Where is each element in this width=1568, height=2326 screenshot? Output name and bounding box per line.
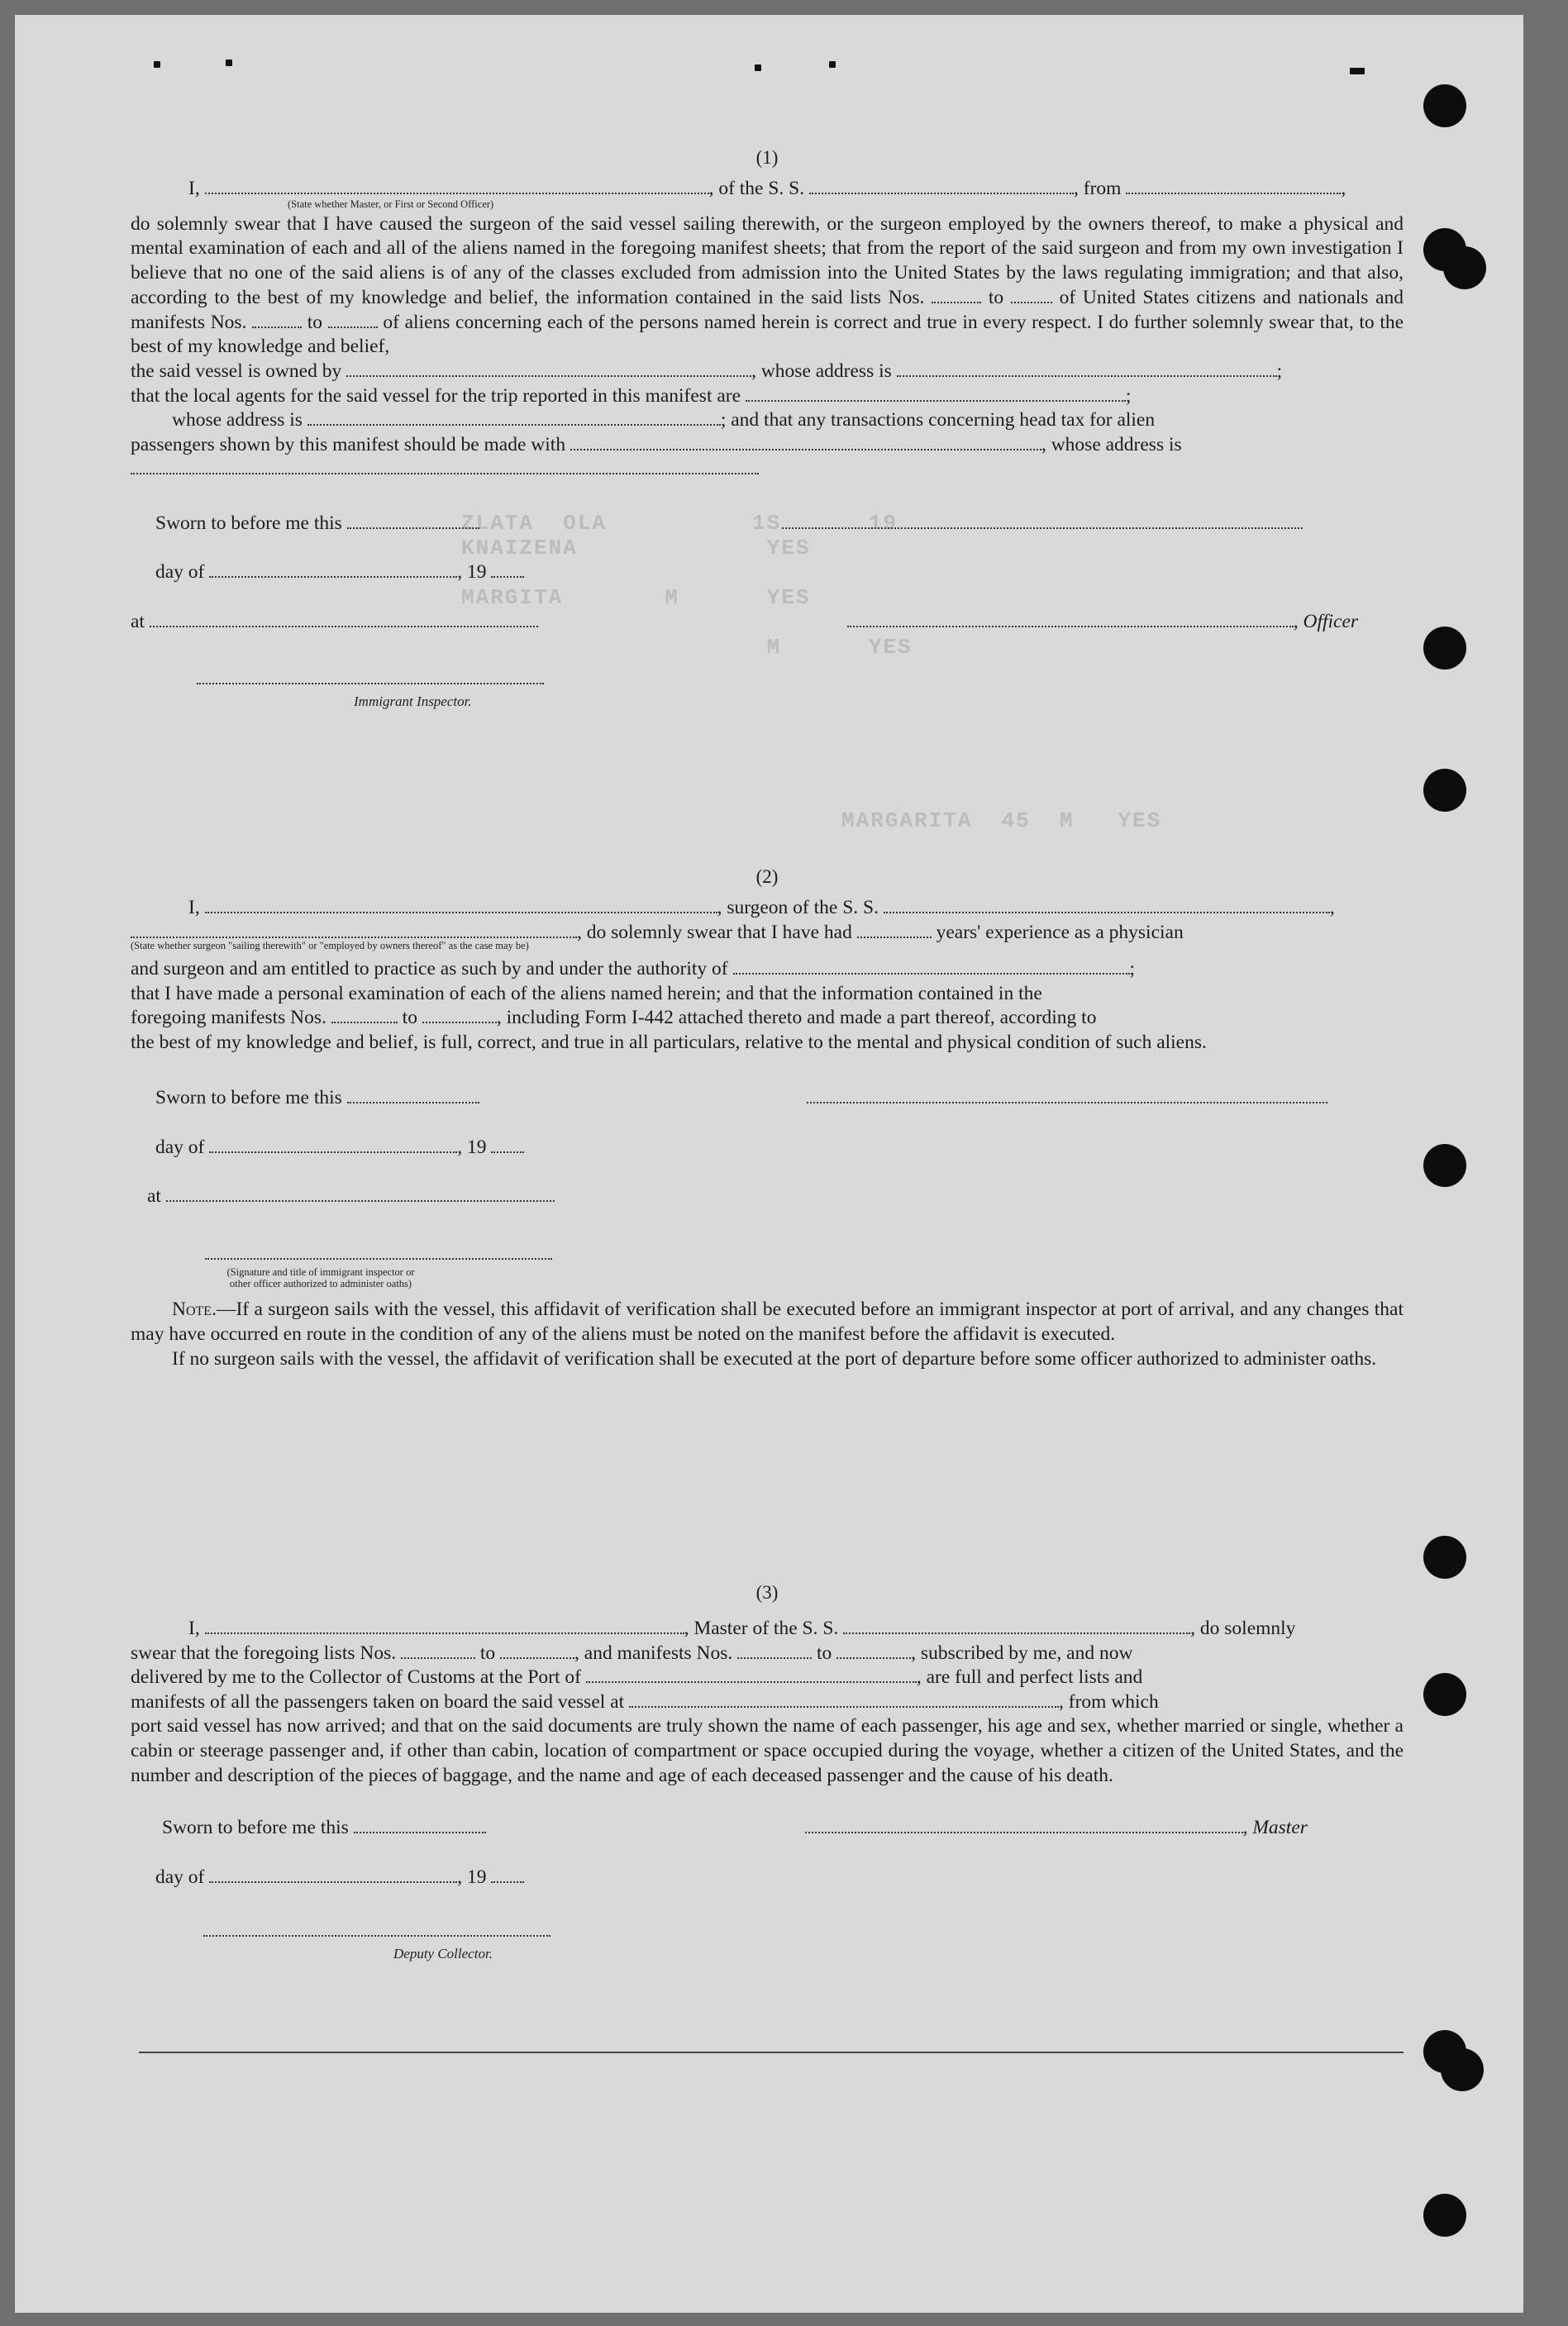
day-month-field[interactable] [209, 1868, 457, 1883]
punch-hole [1423, 1673, 1466, 1716]
day-month-field[interactable] [209, 563, 457, 578]
day-line: day of , 19 [131, 1866, 1404, 1890]
lists-to-field[interactable] [1011, 288, 1052, 303]
punch-hole [1423, 1144, 1466, 1187]
sworn-line: Sworn to before me this [131, 512, 1404, 536]
agents-field[interactable] [746, 387, 1126, 402]
sworn-date-field[interactable] [347, 514, 479, 529]
bleed-through-texture: ZLATA OLA 1S 19 KNAIZENA YES MARGITA M YES M YES [461, 511, 913, 660]
agents-address-line: whose address is ; and that any transactions concerning head tax for alien [172, 409, 1156, 431]
at-place-field[interactable] [166, 1187, 555, 1202]
officer-signature-field[interactable] [847, 612, 1294, 627]
day-line: day of , 19 [131, 1136, 1404, 1161]
collector-label: Deputy Collector. [393, 1945, 493, 1961]
speck [226, 60, 232, 66]
affidavit-section-1 [131, 147, 1404, 710]
speck [829, 61, 836, 68]
master-ship-field[interactable] [843, 1619, 1190, 1634]
punch-hole [1441, 2048, 1484, 2091]
bottom-rule [139, 2052, 1404, 2053]
master-line: I, , Master of the S. S. , do solemnly [188, 1618, 1296, 1639]
manifests-line: foregoing manifests Nos. to , including Form I-442 attached thereto and made a part thereof, according to [131, 1007, 1097, 1028]
surgeon-status-field[interactable] [131, 923, 577, 938]
sworn-line: Sworn to before me this [131, 1086, 1404, 1111]
officer-field-note: (State whether Master, or First or Second Officer) [288, 198, 494, 210]
collector-signature-field[interactable] [203, 1922, 550, 1937]
punch-hole [1423, 2194, 1466, 2237]
head-tax-contact-field[interactable] [570, 436, 1041, 450]
owner-address-field[interactable] [897, 362, 1277, 377]
sworn-date-field[interactable] [347, 1089, 479, 1103]
embark-port-field[interactable] [629, 1693, 1059, 1708]
authority-line: and surgeon and am entitled to practice as such by and under the authority of ; [131, 958, 1136, 979]
surgeon-signature-field[interactable] [807, 1089, 1327, 1103]
officer-name-field[interactable] [205, 179, 709, 194]
note-paragraph: Note.—If a surgeon sails with the vessel, this affidavit of verification shall be executed before an immigrant inspector at port of arrival, and any changes that may have occurred en route in the condition of any of the aliens must be noted on the manifest before the affidavit is executed. [131, 1299, 1404, 1346]
officer-label: , Officer [1293, 610, 1359, 632]
manifest-from-field[interactable] [252, 313, 302, 328]
officer-line: I, , of the S. S. , from , [188, 178, 1346, 199]
sworn-line: Sworn to before me this , Master [162, 1817, 1308, 1839]
agents-address-field[interactable] [307, 411, 721, 426]
head-tax-address-field[interactable] [131, 460, 759, 474]
inspector-signature-field[interactable] [197, 670, 544, 684]
years-field[interactable] [857, 923, 932, 938]
taken-on-line: manifests of all the passengers taken on board the said vessel at , from which [131, 1690, 1159, 1713]
manifests-from-field[interactable] [331, 1008, 398, 1023]
inspector-signature-field[interactable] [205, 1245, 552, 1260]
manifest-to-field[interactable] [328, 313, 378, 328]
lists-to-field[interactable] [500, 1644, 574, 1659]
punch-hole [1443, 246, 1486, 289]
port-line: delivered by me to the Collector of Customs at the Port of , are full and perfect lists and [131, 1666, 1143, 1688]
section-number: (1) [755, 147, 779, 168]
master-label: , Master [1242, 1817, 1308, 1839]
signature-note: (Signature and title of immigrant inspector or other officer authorized to administer oaths) [226, 1266, 415, 1290]
head-tax-line: passengers shown by this manifest should be made with , whose address is [131, 433, 1182, 455]
punch-hole [1423, 84, 1466, 127]
lists-line: swear that the foregoing lists Nos. to , and manifests Nos. to , subscribed by me, and now [131, 1642, 1133, 1664]
at-line: at [131, 1184, 1404, 1209]
at-line: at , Officer [131, 610, 1359, 632]
lists-from-field[interactable] [401, 1644, 475, 1659]
surgeon-field-note: (State whether surgeon "sailing therewith" or "employed by owners thereof" as the case may be) [131, 940, 529, 951]
oath-paragraph: do solemnly swear that I have caused the surgeon of the said vessel sailing therewith, or the surgeon employed by the owners thereof, to make a physical and mental examination of each and all of the aliens named in the foregoing manifest sheets; that from the report of the said surgeon and from my own investigation I believe that no one of the said aliens is of any of the classes excluded from admission into the United States by the laws regulating immigration; and that also, according to the best of my knowledge and belief, the information contained in the said lists Nos. to of United States citizens and nationals and manifests Nos. to of aliens concerning each of the persons named herein is correct and true in every respect. I do further solemnly swear that, to the best of my knowledge and belief, [131, 212, 1404, 358]
day-line: day of , 19 [131, 560, 1404, 585]
lists-from-field[interactable] [932, 288, 981, 303]
at-place-field[interactable] [150, 612, 538, 627]
master-signature-field[interactable] [805, 1818, 1243, 1833]
surgeon-name-field[interactable] [205, 898, 717, 913]
surgeon-ship-field[interactable] [884, 898, 1330, 913]
manifests-to-field[interactable] [836, 1644, 911, 1659]
agents-line: that the local agents for the said vessel for the trip reported in this manifest are ; [131, 384, 1132, 407]
inspector-label: Immigrant Inspector. [354, 693, 472, 709]
sworn-date-field[interactable] [354, 1818, 486, 1833]
affidavit-section-2: (2) I, , surgeon of the S. S. , , do solemnly swear that I have had years' experience as a physician (State whether surgeon "sailing therewith" or "employed by owners thereof" as the case may be) and surgeon and am entitled to practice as such by and under the authority of ; that I have made a personal examination of each of the aliens named herein; and that the information contained in the foregoing manifests Nos. to , including Form I-442 attached thereto and made a part thereof, according to the best of my knowledge and belief, is full, correct, and true in all particulars, relative to the mental and physical condition of such aliens. Sworn to before me this day of , 19 at (Signature and title of immigrant inspector or other officer authorized to administer oaths) Note.—If a surgeon sails with the vessel, this affidavit of verification shall be executed before an immigrant inspector at port of arrival, and any changes that may have occurred en route in the condition of any of the aliens must be noted on the manifest before the affidavit is executed. If no surgeon sails with the vessel, the affidavit of verification shall be executed at the port of departure before some officer authorized to administer oaths. [131, 866, 1404, 1372]
document-page [15, 15, 1523, 2313]
owner-line: the said vessel is owned by , whose address is ; [131, 360, 1283, 383]
section-number: (2) [755, 866, 779, 887]
punch-hole [1423, 769, 1466, 812]
speck [154, 61, 160, 68]
surgeon-experience-line: , do solemnly swear that I have had years' experience as a physician [131, 921, 1404, 946]
surgeon-line: I, , surgeon of the S. S. , [188, 897, 1335, 918]
punch-hole [1423, 1536, 1466, 1579]
speck [755, 64, 761, 71]
year-field[interactable] [491, 1868, 524, 1883]
ship-name-field[interactable] [809, 179, 1074, 194]
from-port-field[interactable] [1126, 179, 1341, 194]
authority-field[interactable] [733, 960, 1130, 975]
port-field[interactable] [586, 1668, 917, 1683]
officer-signature-top-field[interactable] [782, 514, 1303, 529]
year-field[interactable] [491, 1138, 524, 1153]
bleed-through-texture: MARGARITA 45 M YES [841, 808, 1162, 833]
speck [1350, 68, 1365, 74]
section-number: (3) [755, 1582, 779, 1603]
owner-field[interactable] [346, 362, 751, 377]
year-field[interactable] [491, 563, 524, 578]
manifests-from-field[interactable] [737, 1644, 812, 1659]
punch-hole [1423, 627, 1466, 670]
affidavit-section-3: (3) I, , Master of the S. S. , do solemnly swear that the foregoing lists Nos. to , and manifests Nos. to , subscribed by me, and now delivered by me to the Collector of Customs at the Port of , are full and perfect lists and manifests of all the passengers taken on board the said vessel at , from which port said vessel has now arrived; and that on the said documents are truly shown the name of each passenger, his age and sex, whether married or single, whether a cabin or steerage passenger and, if other than cabin, location of compartment or space occupied during the voyage, whether a citizen of the United States, and the number and description of the pieces of baggage, and the name and age of each deceased passenger and the cause of his death. Sworn to before me this , Master day of , 19 Deputy Collector. [131, 1582, 1404, 1961]
day-month-field[interactable] [209, 1138, 457, 1153]
note-paragraph-2: If no surgeon sails with the vessel, the affidavit of verification shall be executed at the port of departure before some officer authorized to administer oaths. [172, 1347, 1377, 1370]
master-name-field[interactable] [205, 1619, 684, 1634]
manifests-to-field[interactable] [422, 1008, 497, 1023]
